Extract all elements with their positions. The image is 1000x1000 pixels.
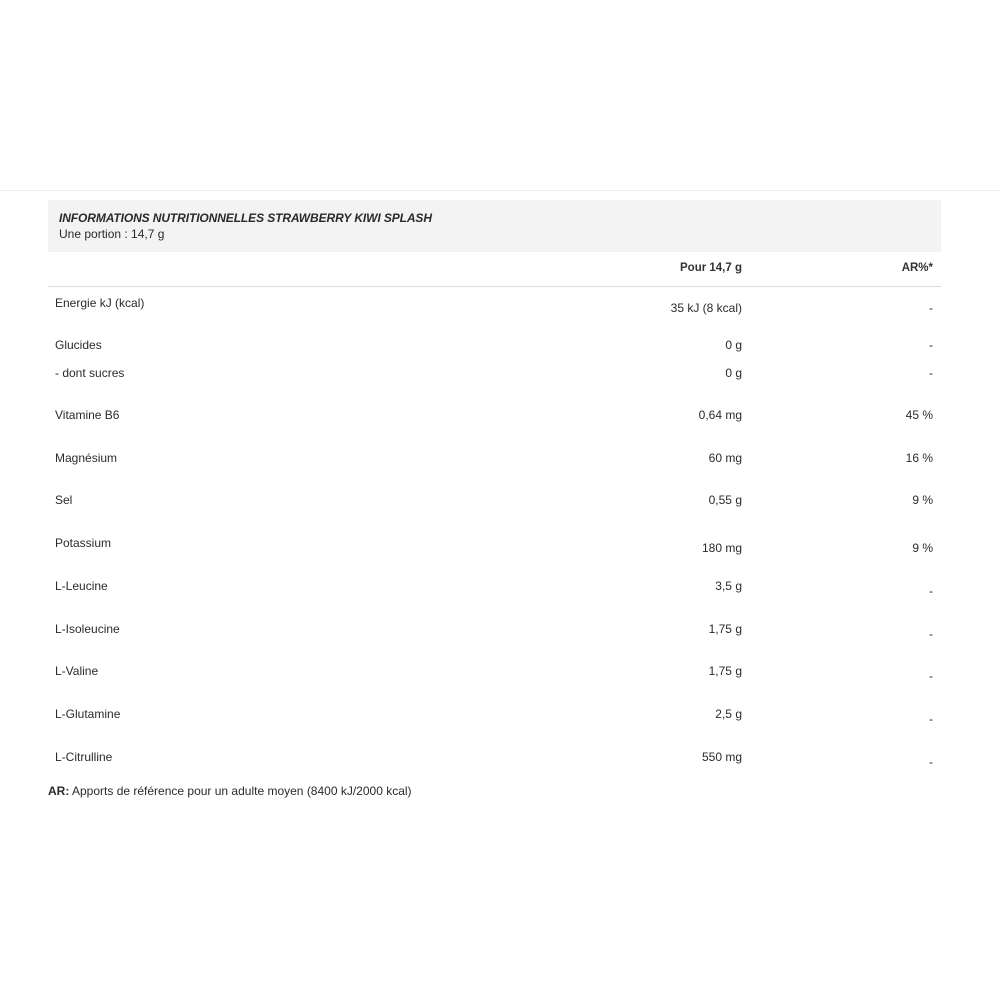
nutrient-amount: 0,55 g [708,493,742,507]
footnote-text: Apports de référence pour un adulte moyen (8400 kJ/2000 kcal) [69,784,412,798]
footnote [48,784,412,798]
nutrient-name: L-Leucine [55,579,108,593]
nutrient-name: - dont sucres [55,366,125,380]
column-headers [48,252,941,287]
nutrient-amount: 2,5 g [715,707,742,721]
nutrient-name: Sel [55,493,73,507]
nutrient-amount: 1,75 g [708,622,742,636]
nutrient-ar: - [929,584,933,598]
nutrient-amount: 0 g [725,338,742,352]
column-header-ar: AR%* [901,262,933,274]
nutrient-name: Magnésium [55,451,118,465]
nutrient-name: Glucides [55,338,102,352]
nutrient-name: L-Isoleucine [55,622,120,636]
nutrient-name: Energie kJ (kcal) [55,296,145,310]
nutrient-ar: 9 % [912,493,933,507]
nutrient-amount: 35 kJ (8 kcal) [670,301,742,315]
nutrient-ar: - [929,366,933,380]
nutrient-ar: - [929,712,933,726]
nutrient-amount: 0 g [725,366,742,380]
nutrient-ar: 45 % [905,408,933,422]
nutrient-name: L-Glutamine [55,707,121,721]
nutrient-name: L-Valine [55,664,99,678]
nutrient-amount: 1,75 g [708,664,742,678]
nutrient-ar: 16 % [905,451,933,465]
nutrition-table [48,200,941,769]
table-header [48,200,941,252]
nutrient-ar: - [929,669,933,683]
nutrient-ar: - [929,627,933,641]
nutrient-ar: - [929,301,933,315]
column-header-amount: Pour 14,7 g [680,262,742,274]
nutrient-amount: 180 mg [701,541,742,555]
nutrient-name: Potassium [55,536,112,550]
nutrient-name: L-Citrulline [55,750,113,764]
nutrient-name: Vitamine B6 [55,408,120,422]
nutrient-amount: 3,5 g [715,579,742,593]
top-divider [0,190,1000,191]
nutrient-amount: 0,64 mg [698,408,742,422]
table-title: INFORMATIONS NUTRITIONNELLES STRAWBERRY KIWI SPLASH [59,211,432,225]
footnote-label: AR: [48,784,70,798]
nutrient-amount: 550 mg [701,750,742,764]
nutrient-ar: - [929,338,933,352]
portion-size: Une portion : 14,7 g [59,227,165,241]
nutrient-amount: 60 mg [708,451,742,465]
nutrient-ar: 9 % [912,541,933,555]
nutrient-ar: - [929,755,933,769]
